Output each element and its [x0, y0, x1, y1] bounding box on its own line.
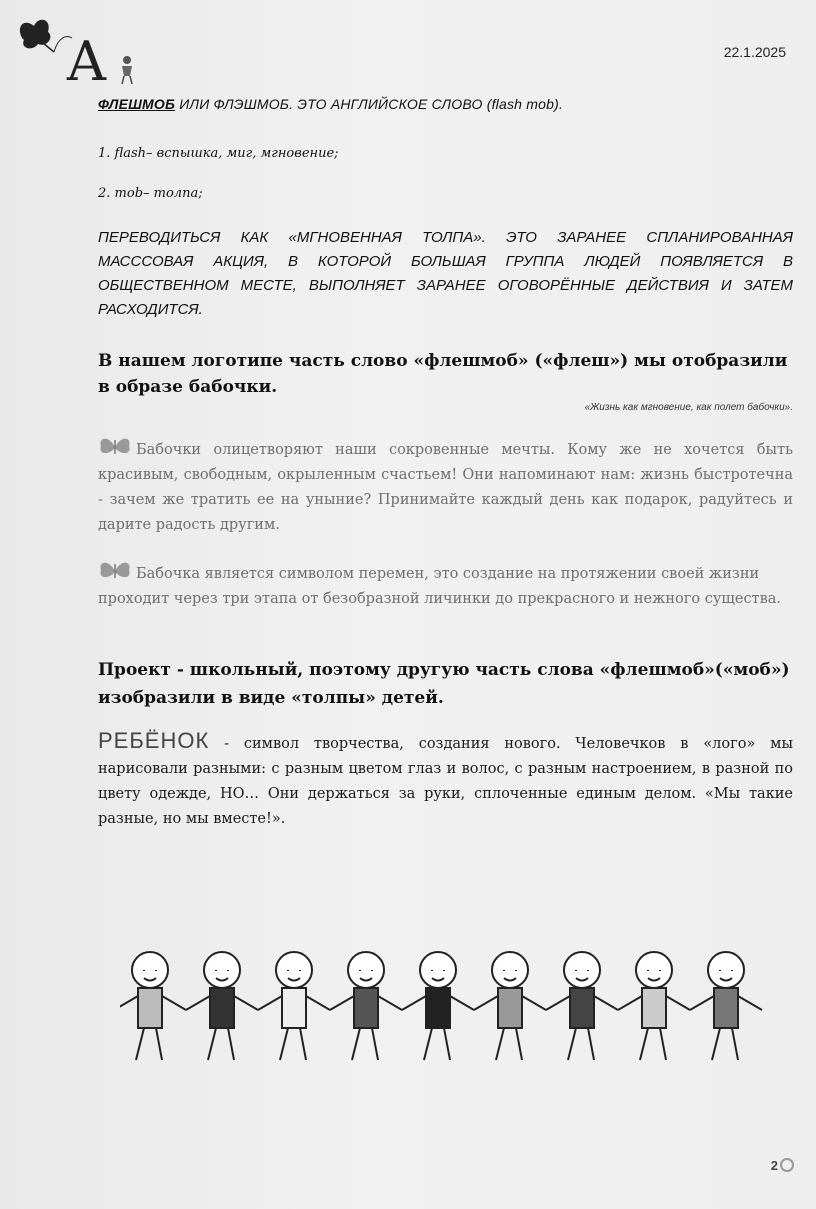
child-figure	[330, 952, 402, 1060]
butterfly-bullet-icon	[98, 436, 132, 458]
butterfly-paragraph-2	[98, 560, 793, 612]
child-word: РЕБЁНОК	[98, 728, 210, 753]
child-paragraph	[98, 728, 793, 832]
definition-flash: 1. flash– вспышка, миг, мгновение;	[98, 146, 339, 161]
butterfly-heading: В нашем логотипе часть слово «флешмоб» («флеш») мы отобразили в образе бабочки.	[98, 351, 788, 397]
crowd-heading: Проект - школьный, поэтому другую часть слова «флешмоб»(«моб») изобразили в виде «толпы» детей.	[98, 660, 790, 708]
intro-rest: ИЛИ ФЛЭШМОБ. ЭТО АНГЛИЙСКОЕ СЛОВО (flash mob).	[175, 96, 564, 112]
child-figure	[120, 952, 186, 1060]
document-date: 22.1.2025	[723, 44, 786, 60]
definition-mob: 2. mob– толпа;	[98, 186, 203, 201]
page-number	[771, 1158, 794, 1173]
child-figure	[618, 952, 690, 1060]
butterfly-logo-icon	[14, 8, 144, 88]
page-number-dot-icon	[780, 1158, 794, 1172]
butterfly-paragraph-1-text: Бабочки олицетворяют наши сокровенные мечты. Кому же не хочется быть красивым, свободным, окрыленным счастьем! Они напоминают нам: жизнь быстротечна - зачем же тратить ее на уныние? Принимайте каждый день как подарок, радуйтесь и дарите радость другим.	[98, 442, 793, 533]
children-crowd-illustration	[120, 930, 770, 1090]
butterfly-paragraph-1	[98, 436, 793, 538]
child-paragraph-text: - символ творчества, создания нового. Человечков в «лого» мы нарисовали разными: с разным цветом глаз и волос, с разным настроением, в разной по цвету одежде, НО… Они держаться за руки, сплоченные единым делом. «Мы такие разные, но мы вместе!».	[98, 736, 793, 827]
child-figure	[258, 952, 330, 1060]
term-flashmob: ФЛЕШМОБ	[98, 96, 176, 112]
logo-letter: А	[66, 30, 107, 88]
butterfly-paragraph-2-text: Бабочка является символом перемен, это создание на протяжении своей жизни проходит через три этапа от безобразной личинки до прекрасного и нежного существа.	[98, 566, 782, 607]
child-figure	[474, 952, 546, 1060]
butterfly-quote: «Жизнь как мгновение, как полет бабочки».	[584, 402, 793, 413]
child-figure	[546, 952, 618, 1060]
page-number-text: 2	[770, 1158, 778, 1173]
translation-paragraph: ПЕРЕВОДИТЬСЯ КАК «МГНОВЕННАЯ ТОЛПА». ЭТО ЗАРАНЕЕ СПЛАНИРОВАННАЯ МАСССОВАЯ АКЦИЯ, В КОТОРОЙ БОЛЬШАЯ ГРУППА ЛЮДЕЙ ПОЯВЛЯЕТСЯ В ОБЩЕСТВЕННОМ МЕСТЕ, ВЫПОЛНЯЕТ ЗАРАНЕЕ ОГОВОРЁННЫЕ ДЕЙСТВИЯ И ЗАТЕМ РАСХОДИТСЯ.	[98, 229, 793, 318]
butterfly-bullet-icon	[98, 560, 132, 582]
child-figure	[402, 952, 474, 1060]
child-figure	[186, 952, 258, 1060]
child-figure	[690, 952, 762, 1060]
intro-line	[98, 96, 793, 112]
